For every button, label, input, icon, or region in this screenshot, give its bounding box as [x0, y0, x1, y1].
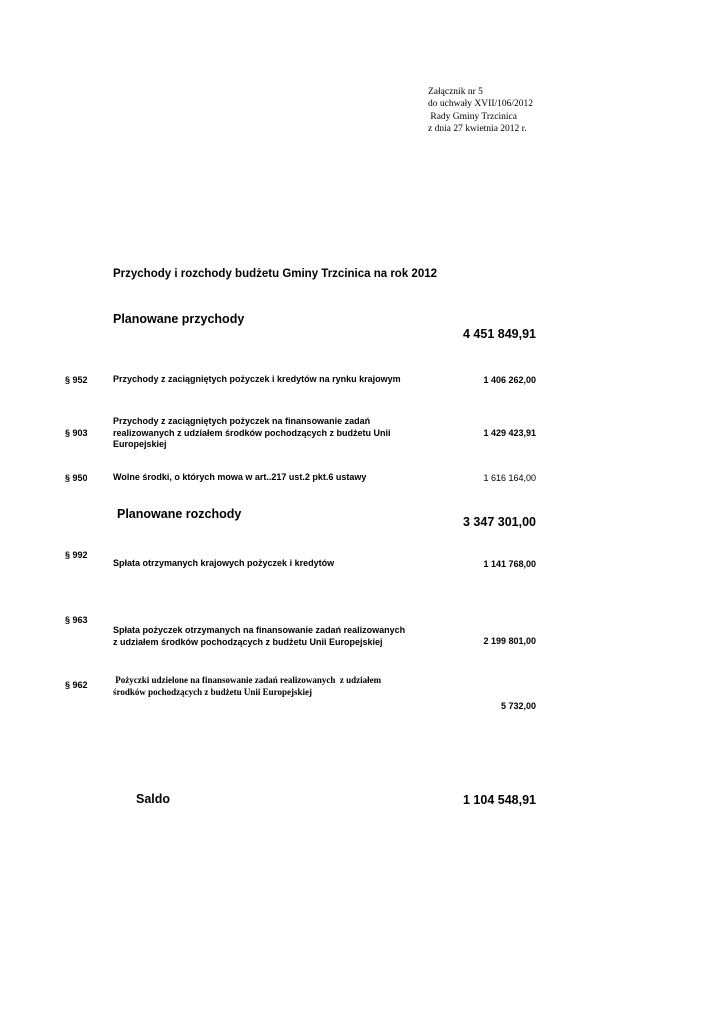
income-total: 4 451 849,91 [463, 327, 536, 341]
row-amount: 1 141 768,00 [483, 559, 536, 569]
attachment-note-line: Załącznik nr 5 [428, 87, 483, 97]
expenditure-total: 3 347 301,00 [463, 515, 536, 529]
paragraph-code: § 992 [65, 550, 88, 560]
row-description [113, 374, 401, 386]
expenditure-heading: Planowane rozchody [117, 507, 242, 521]
paragraph-code: § 962 [65, 680, 88, 690]
attachment-note-line: do uchwały XVII/106/2012 [428, 99, 534, 110]
income-heading: Planowane przychody [113, 312, 245, 326]
description-line: Przychody z zaciągniętych pożyczek i kredytów na rynku krajowym [113, 374, 401, 384]
attachment-note-line: z dnia 27 kwietnia 2012 r. [428, 123, 527, 134]
paragraph-code: § 950 [65, 473, 88, 483]
row-amount: 1 429 423,91 [483, 428, 536, 438]
row-description [113, 558, 334, 570]
paragraph-code: § 903 [65, 428, 88, 438]
row-description [113, 416, 391, 451]
attachment-note [428, 86, 533, 135]
row-description [113, 675, 381, 698]
description-line: Przychody z zaciągniętych pożyczek na finansowanie zadań [113, 416, 371, 426]
document-title: Przychody i rozchody budżetu Gminy Trzcinica na rok 2012 [113, 268, 438, 280]
balance-amount: 1 104 548,91 [463, 793, 536, 807]
description-line: Pożyczki udzielone na finansowanie zadań realizowanych z udziałem [113, 675, 382, 685]
description-line: z udziałem środków pochodzących z budżetu Unii Europejskiej [113, 636, 383, 647]
description-line: realizowanych z udziałem środków pochodzących z budżetu Unii [113, 427, 391, 438]
description-line: Spłata pożyczek otrzymanych na finansowanie zadań realizowanych [113, 625, 406, 635]
paragraph-code: § 952 [65, 375, 88, 385]
row-description [113, 625, 405, 648]
paragraph-code: § 963 [65, 615, 88, 625]
row-amount: 1 406 262,00 [483, 375, 536, 385]
description-line: Europejskiej [113, 439, 167, 449]
description-line: Wolne środki, o których mowa w art..217 ust.2 pkt.6 ustawy [113, 472, 367, 482]
balance-label: Saldo [136, 792, 171, 806]
description-line: Spłata otrzymanych krajowych pożyczek i kredytów [113, 558, 335, 568]
row-amount: 5 732,00 [500, 701, 536, 711]
attachment-note-line: Rady Gminy Trzcinica [428, 111, 517, 122]
row-amount: 1 616 164,00 [483, 473, 536, 483]
row-description [113, 472, 366, 484]
description-line: środków pochodzących z budżetu Unii Europejskiej [113, 686, 312, 697]
row-amount: 2 199 801,00 [483, 636, 536, 646]
